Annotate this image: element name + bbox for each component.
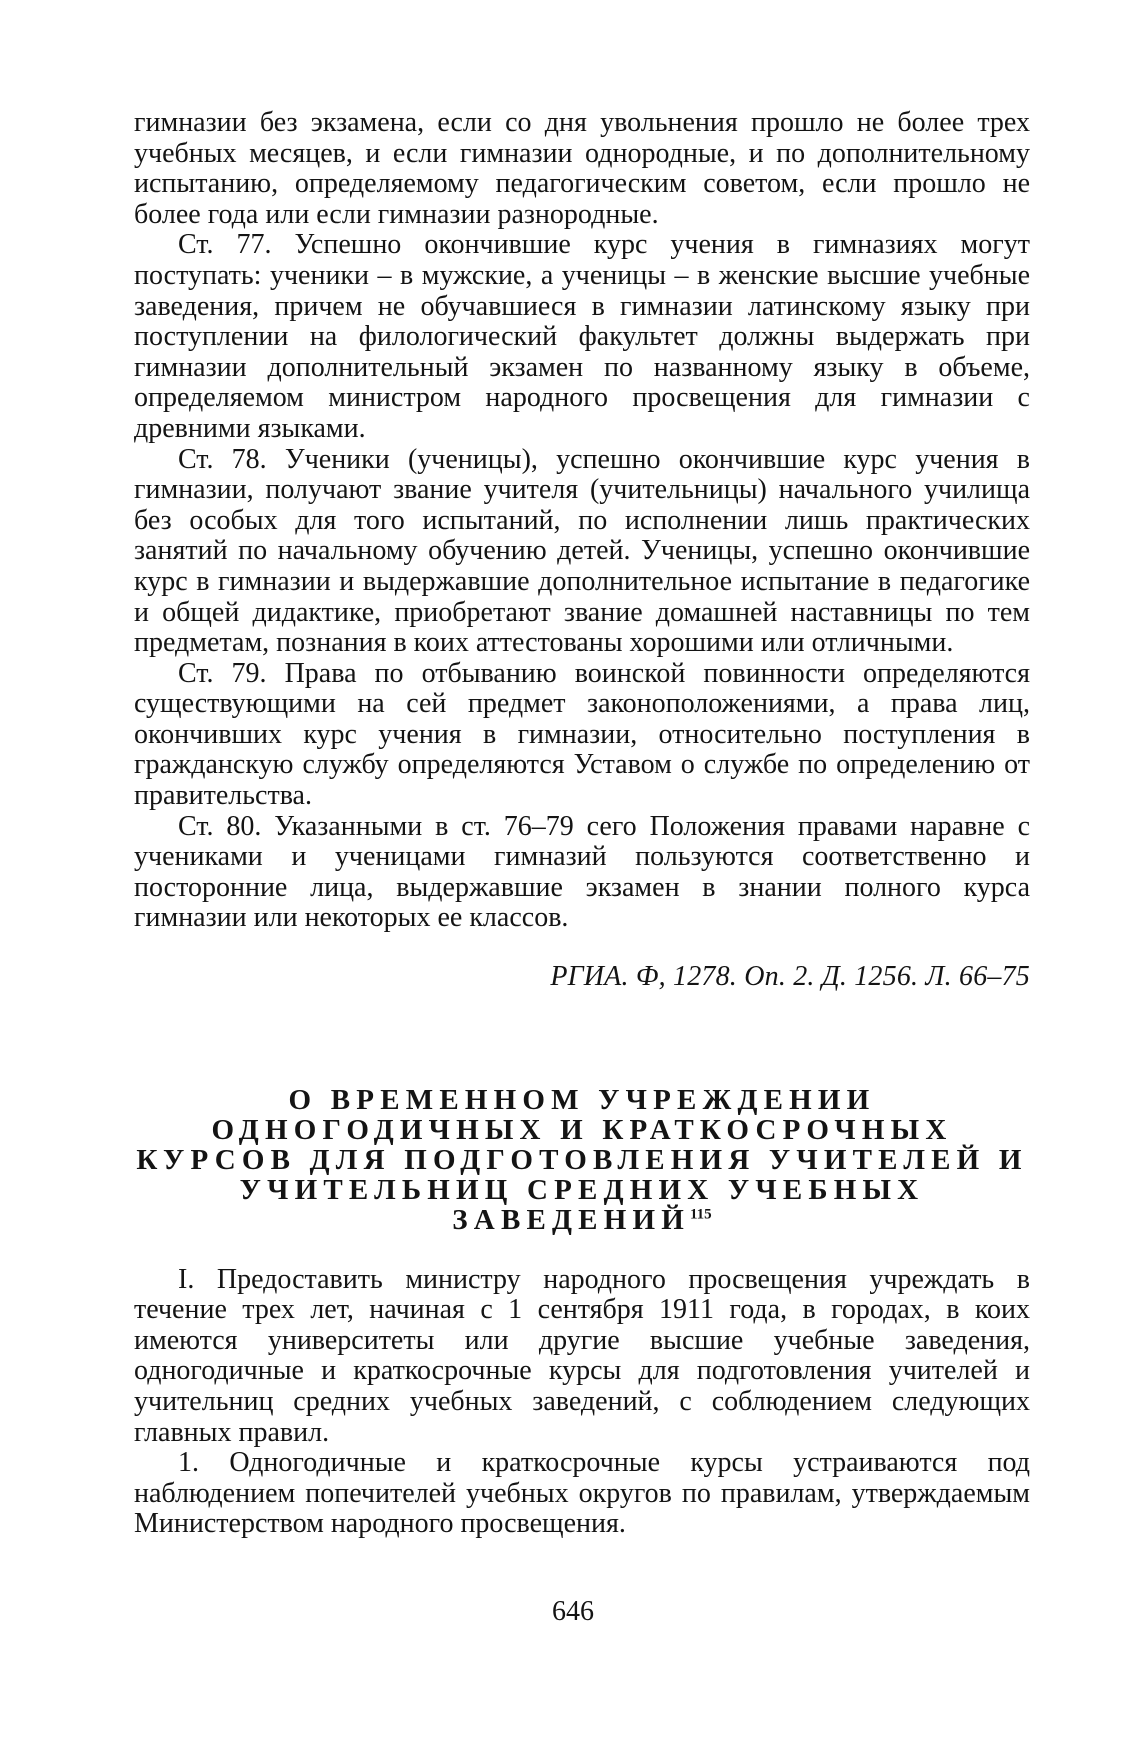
heading-line-3: КУРСОВ ДЛЯ ПОДГОТОВЛЕНИЯ УЧИТЕЛЕЙ И xyxy=(136,1143,1028,1176)
heading-line-2: ОДНОГОДИЧНЫХ И КРАТКОСРОЧНЫХ xyxy=(211,1113,953,1146)
heading-line-4: УЧИТЕЛЬНИЦ СРЕДНИХ УЧЕБНЫХ xyxy=(239,1173,925,1206)
paragraph-article-78: Ст. 78. Ученики (ученицы), успешно окончившие курс учения в гимназии, получают звание учителя (учительницы) начального училища без особых для того испытаний, по исполнении лишь практических занятий по начальному обучению детей. Ученицы, успешно окончившие курс в гимназии и выдержавшие дополнительное испытание в педагогике и общей дидактике, приобретают звание домашней наставницы по тем предметам, познания в коих аттестованы хорошими или отличными. xyxy=(134,443,1030,659)
page-number: 646 xyxy=(552,1596,594,1627)
heading-line-5-text: ЗАВЕДЕНИЙ xyxy=(452,1203,690,1236)
footnote-reference[interactable]: 115 xyxy=(690,1205,712,1222)
section-heading xyxy=(134,1085,1030,1235)
paragraph-article-79: Ст. 79. Права по отбыванию воинской повинности определяются существующими на сей предмет законоположениями, а права лиц, окончивших курс учения в гимназии, относительно поступления в гражданскую службу определяются Уставом о службе по определению от правительства. xyxy=(134,657,1030,812)
paragraph-article-77: Ст. 77. Успешно окончившие курс учения в гимназиях могут поступать: ученики – в мужские, а ученицы – в женские высшие учебные заведения, причем не обучавшиеся в гимназии латинскому языку при поступлении на филологический факультет должны выдержать при гимназии дополнительный экзамен по названному языку в объеме, определяемом министром народного просвещения для гимназии с древними языками. xyxy=(134,229,1030,444)
section-body xyxy=(134,1265,1030,1540)
heading-line-5 xyxy=(134,1205,1030,1235)
paragraph-clause-I: I. Предоставить министру народного просвещения учреждать в течение трех лет, начиная с 1 сентября 1911 года, в городах, в коих имеются университеты или другие высшие учебные заведения, одногодичные и краткосрочные курсы для подготовления учителей и учительниц средних учебных заведений, с соблюдением следующих главных правил. xyxy=(134,1263,1030,1448)
document-page xyxy=(134,108,1030,1540)
source-citation: РГИА. Ф, 1278. Оп. 2. Д. 1256. Л. 66–75 xyxy=(550,961,1030,993)
paragraph-clause-1: 1. Одногодичные и краткосрочные курсы устраиваются под наблюдением попечителей учебных округов по правилам, утверждаемым Министерством народного просвещения. xyxy=(134,1447,1030,1540)
heading-line-1: О ВРЕМЕННОМ УЧРЕЖДЕНИИ xyxy=(288,1083,876,1116)
paragraph-continuation: гимназии без экзамена, если со дня увольнения прошло не более трех учебных месяцев, и если гимназии однородные, и по дополнительному испытанию, определяемому педагогическим советом, если прошло не более года или если гимназии разнородные. xyxy=(134,107,1030,230)
paragraph-article-80: Ст. 80. Указанными в ст. 76–79 сего Положения правами наравне с учениками и ученицами гимназий пользуются соответственно и посторонние лица, выдержавшие экзамен в знании полного курса гимназии или некоторых ее классов. xyxy=(134,810,1030,934)
